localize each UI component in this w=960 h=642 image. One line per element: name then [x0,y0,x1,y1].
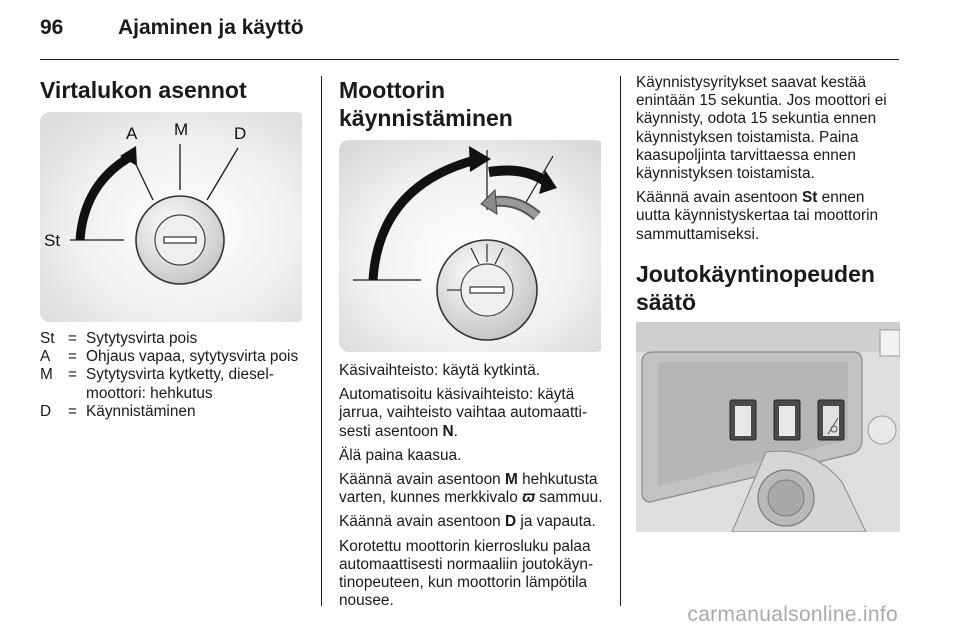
preheat-text: Käännä avain asentoon M hehkutusta varten, kunnes merkkivalo ϖ sammuu. [339,471,603,507]
figure-label-a: A [126,124,138,143]
idle-column [636,76,902,537]
start-attempt-text: Käynnistysyritykset saavat kestää enintään 15 sekuntia. Jos moottori ei käynnisty, odota 15 sekuntia ennen käynnistyksen toistamista. Paina kaasupoljinta tarvittaessa ennen käynnistyksen toistamista. [636,74,887,183]
watermark: carmanualsonline.info [687,603,898,626]
ignition-column [40,76,306,421]
chapter-title: Ajaminen ja käyttö [118,16,304,39]
key-turn-figure [339,140,605,352]
column-divider-right [620,76,621,606]
legend-description: Käynnistäminen [86,402,196,420]
start-turn-text: Käännä avain asentoon D ja vapauta. [339,513,596,531]
legend-description: Sytytysvirta kytketty, dieselmoottori: hehkutus [86,366,274,402]
console-figure [636,322,902,537]
legend-equals: = [68,348,77,366]
legend-row [40,330,306,348]
position-legend [40,330,306,421]
idle-speed-return-text: Korotettu moottorin kierrosluku palaa automaattisesti normaaliin joutokäyntinopeuteen, kun moottorin lämpötila nousee. [339,537,594,610]
column-divider-left [321,76,322,606]
page-number: 96 [40,16,64,39]
legend-term: St [40,330,55,347]
engine-start-column [339,76,605,616]
legend-equals: = [68,402,77,420]
legend-term: A [40,348,51,366]
legend-equals: = [68,366,77,384]
legend-equals: = [68,330,77,347]
figure-label-m: M [174,120,189,139]
legend-row [40,348,306,366]
no-throttle-text: Älä paina kaasua. [339,446,462,464]
figure-label-d: D [234,124,247,143]
legend-row [40,366,306,402]
legend-row [40,403,306,421]
engine-start-heading: Moottorin käynnistäminen [339,77,513,131]
glow-plug-icon: ϖ [522,489,535,507]
ignition-positions-heading: Virtalukon asennot [40,77,247,103]
figure-label-st: St [44,231,61,250]
manual-transmission-text: Käsivaihteisto: käytä kytkintä. [339,362,541,379]
legend-term: M [40,366,53,384]
legend-description: Sytytysvirta pois [86,330,198,347]
legend-term: D [40,402,52,420]
header-rule [40,59,899,60]
idle-speed-heading: Joutokäyntinopeuden säätö [636,260,875,315]
ignition-figure [40,112,306,322]
automated-transmission-text: Automatisoitu käsivaihteisto: käytä jarrua, vaihteisto vaihtaa automaattisesti asentoon N. [339,386,588,440]
restart-text: Käännä avain asentoon St ennen uutta käynnistyskertaa tai moottorin sammuttamiseksi. [636,189,879,243]
legend-description: Ohjaus vapaa, sytytysvirta pois [86,348,299,366]
